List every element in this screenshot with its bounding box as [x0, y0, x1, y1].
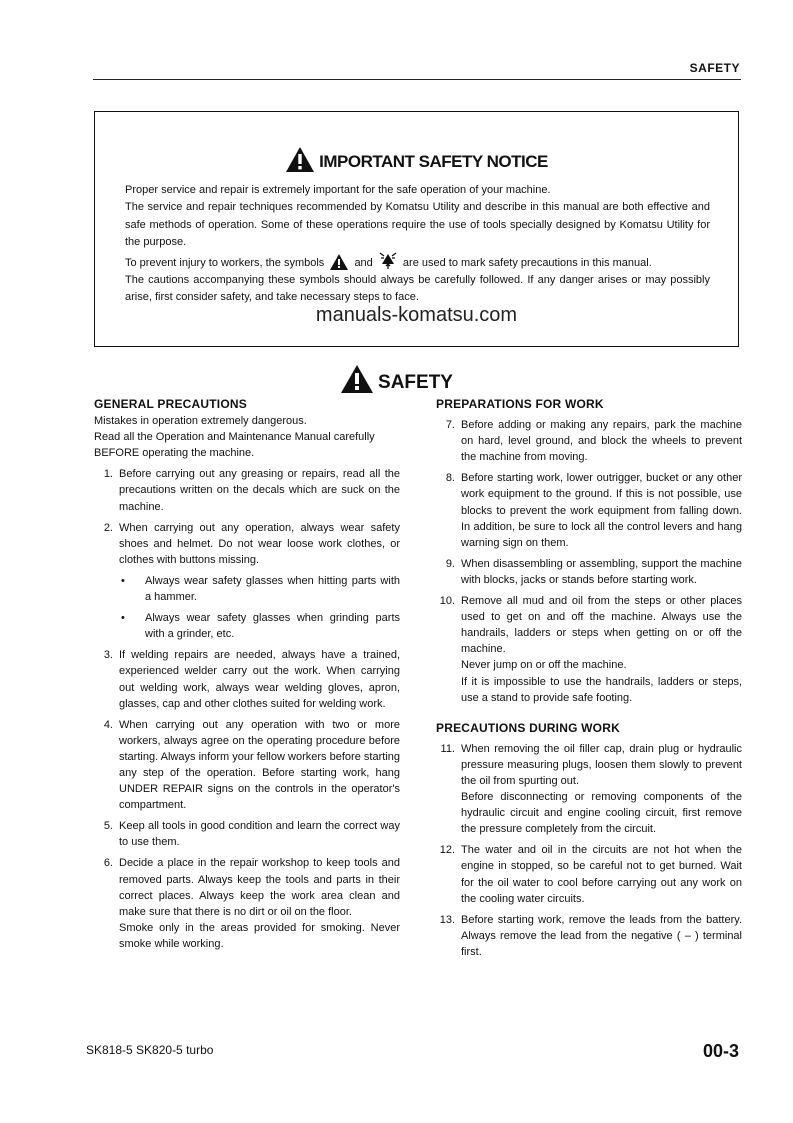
watermark: manuals-komatsu.com	[315, 304, 518, 326]
item-number: 11.	[440, 742, 455, 755]
list-item	[436, 593, 742, 706]
item-paragraph: Before starting work, remove the leads from the battery. Always remove the lead from the negative ( – ) terminal first.	[461, 913, 742, 958]
list-item	[436, 912, 742, 960]
bullet-text: Always wear safety glasses when grinding parts with a grinder, etc.	[145, 612, 400, 641]
item-paragraph: When disassembling or assembling, support the machine with blocks, jacks or stands before starting work.	[461, 557, 742, 586]
item-body	[461, 593, 742, 706]
safety-title	[0, 364, 793, 394]
notice-paragraph: Proper service and repair is extremely important for the safe operation of your machine.	[125, 184, 551, 196]
intro-line: Mistakes in operation extremely dangerous.	[94, 415, 307, 428]
item-number: 8.	[445, 472, 455, 485]
header-rule	[93, 79, 741, 80]
preparations-heading: PREPARATIONS FOR WORK	[436, 397, 604, 411]
list-item	[436, 842, 742, 906]
item-number: 3.	[103, 649, 113, 662]
notice-title-text: IMPORTANT SAFETY NOTICE	[319, 152, 548, 171]
item-paragraph: The water and oil in the circuits are not hot when the engine in stopped, so be careful not to get burned. Wait for the oil water to cool before carrying out any work on the cooling water circuits.	[461, 844, 742, 905]
notice-text: are used to mark safety precautions in this manual.	[402, 256, 652, 269]
item-body	[119, 717, 400, 814]
notice-symbols-sentence	[125, 252, 710, 272]
during-work-heading: PRECAUTIONS DURING WORK	[436, 720, 620, 735]
item-body	[461, 741, 742, 838]
item-body	[119, 647, 400, 711]
item-paragraph: Before carrying out any greasing or repairs, read all the precautions written on the decals which are suck on the machine.	[119, 468, 400, 513]
bullet-item	[119, 573, 400, 605]
item-number: 5.	[103, 820, 113, 833]
list-item	[436, 556, 742, 588]
page-number: 00-3	[702, 1041, 739, 1061]
during-work-list	[436, 741, 742, 960]
notice-text: To prevent injury to workers, the symbols	[125, 256, 325, 269]
item-body	[461, 470, 742, 550]
warning-triangle-icon	[285, 146, 315, 173]
notice-paragraph: The service and repair techniques recommended by Komatsu Utility and describe in this manual are both effective and safe methods of operation. Some of these operations require the use of tools specially designed by Komatsu Utility for the purpose.	[125, 201, 710, 249]
list-item	[94, 466, 400, 514]
list-item	[436, 741, 742, 838]
item-number: 7.	[445, 419, 455, 432]
bullet-icon: •	[121, 574, 125, 587]
notice-text: and	[354, 256, 373, 269]
item-body	[461, 842, 742, 906]
item-number: 2.	[103, 521, 113, 534]
item-body	[119, 466, 400, 514]
item-paragraph: Remove all mud and oil from the steps or other places used to get on and off the machine. Always use the handrails, ladders or steps when getting on or off the machine.	[461, 595, 742, 656]
item-number: 13.	[439, 913, 455, 926]
warning-triangle-icon	[330, 254, 348, 270]
list-item	[94, 717, 400, 814]
safety-title-text: SAFETY	[378, 372, 453, 393]
item-number: 6.	[103, 857, 113, 870]
intro-line: Read all the Operation and Maintenance Manual carefully BEFORE operating the machine.	[94, 431, 375, 460]
warning-triangle-icon	[340, 364, 374, 394]
item-paragraph: Decide a place in the repair workshop to keep tools and removed parts. Always keep the tools and parts in their correct places. Always keep the work area clean and make sure that there is no dirt or oil on the floor.	[119, 857, 400, 918]
item-paragraph: Smoke only in the areas provided for smoking. Never smoke while working.	[119, 921, 400, 950]
footer-models: SK818-5 SK820-5 turbo	[86, 1043, 214, 1057]
preparations-list	[436, 417, 742, 706]
general-precautions-list	[94, 466, 400, 952]
item-paragraph: When carrying out any operation, always wear safety shoes and helmet. Do not wear loose work clothes, or clothes with buttons missing.	[119, 521, 400, 566]
item-body	[119, 520, 400, 643]
item-body	[461, 556, 742, 588]
right-column	[436, 396, 742, 960]
item-body	[461, 912, 742, 960]
bullet-item	[119, 610, 400, 642]
item-paragraph: If it is impossible to use the handrails, ladders or steps, use a stand to provide safe footing.	[461, 675, 742, 704]
list-item	[94, 855, 400, 952]
item-number: 12.	[439, 844, 455, 857]
list-item	[94, 647, 400, 711]
notice-body	[125, 182, 710, 307]
item-number: 1.	[103, 468, 113, 481]
danger-symbol-icon	[379, 252, 397, 270]
notice-paragraph: The cautions accompanying these symbols should always be carefully followed. If any danger arises or may possibly arise, first consider safety, and take necessary steps to face.	[125, 274, 710, 304]
general-precautions-heading: GENERAL PRECAUTIONS	[94, 397, 247, 411]
item-paragraph: When carrying out any operation with two or more workers, always agree on the operating procedure before starting. Always inform your fellow workers before starting any step of the operation. Before starting work, hang UNDER REPAIR signs on the controls in the operator's compartment.	[119, 718, 400, 812]
item-number: 4.	[103, 718, 113, 731]
list-item	[436, 417, 742, 465]
list-item	[436, 470, 742, 550]
section-header: SAFETY	[689, 61, 740, 75]
general-intro	[94, 413, 400, 461]
list-item	[94, 818, 400, 850]
item-body	[119, 818, 400, 850]
left-column	[94, 396, 400, 952]
item-paragraph: If welding repairs are needed, always have a trained, experienced welder carry out the work. When carrying out welding work, always wear welding gloves, apron, glasses, cap and other clothes suited for welding work.	[119, 649, 400, 710]
list-item	[94, 520, 400, 643]
item-number: 10.	[439, 595, 455, 608]
bullet-icon: •	[121, 612, 125, 625]
item-body	[461, 417, 742, 465]
important-safety-notice-box	[94, 111, 739, 347]
item-paragraph: When removing the oil filler cap, drain plug or hydraulic pressure measuring plugs, loosen them slowly to prevent the oil from spurting out.	[461, 742, 742, 787]
notice-title	[95, 146, 738, 173]
item-number: 9.	[445, 557, 455, 570]
item-paragraph: Before disconnecting or removing components of the hydraulic circuit and engine cooling circuit, first remove the pressure completely from the circuit.	[461, 791, 742, 836]
item-paragraph: Keep all tools in good condition and learn the correct way to use them.	[119, 820, 400, 849]
item-paragraph: Before starting work, lower outrigger, bucket or any other work equipment to the ground. If this is not possible, use blocks to prevent the work equipment from falling down. In addition, be sure to lock all the control levers and hang warning sign on them.	[461, 472, 742, 549]
item-body	[119, 855, 400, 952]
bullet-text: Always wear safety glasses when hitting parts with a hammer.	[145, 574, 400, 604]
item-paragraph: Never jump on or off the machine.	[461, 659, 627, 672]
item-paragraph: Before adding or making any repairs, park the machine on hard, level ground, and block the wheels to prevent the machine from moving.	[461, 419, 742, 464]
